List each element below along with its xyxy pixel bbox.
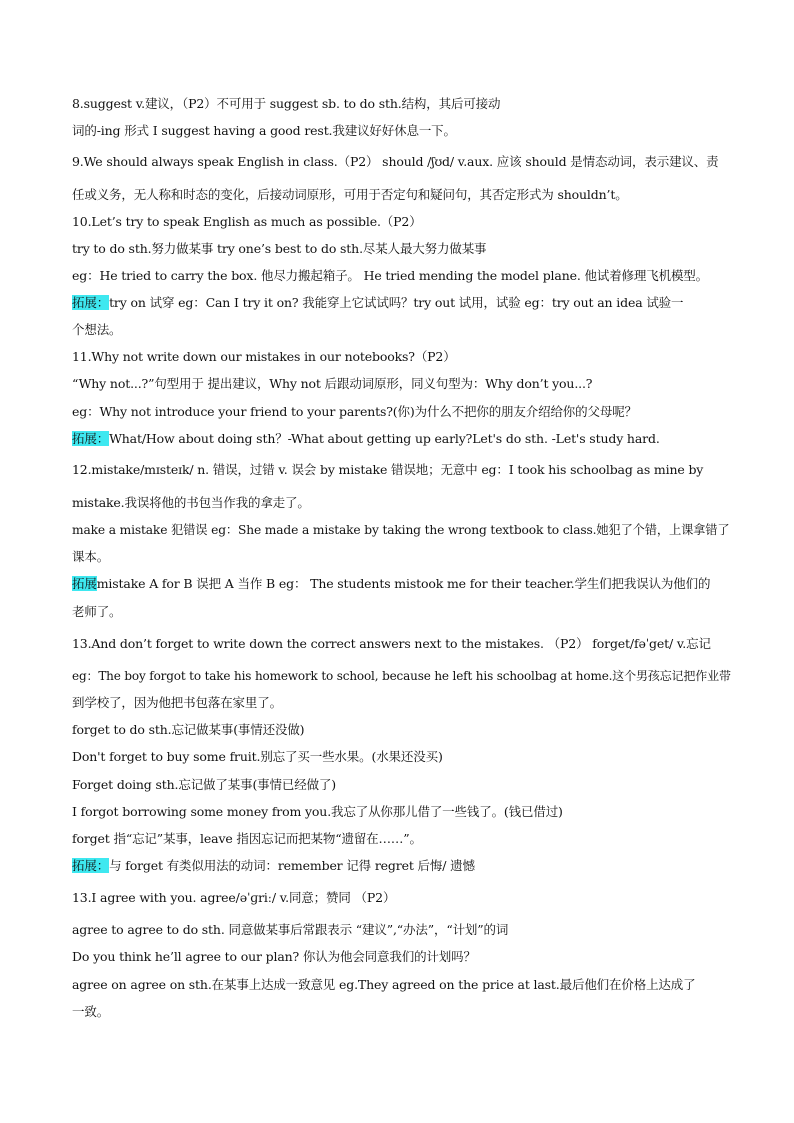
text-line bbox=[72, 720, 732, 740]
line-text: 到学校了，因为他把书包落在家里了。 bbox=[72, 695, 282, 710]
line-text: Don't forget to buy some fruit.别忘了买一些水果。(水果还没买) bbox=[72, 749, 443, 764]
line-text: eg：The boy forgot to take his homework to school, because he left his schoolbag at home.这个男孩忘记把作业带 bbox=[72, 669, 731, 683]
text-line bbox=[72, 888, 732, 908]
line-text: eg：Why not introduce your friend to your parents?(你)为什么不把你的朋友介绍给你的父母呢？ bbox=[72, 404, 637, 419]
text-line bbox=[72, 320, 732, 340]
text-line bbox=[72, 775, 732, 795]
text-line bbox=[72, 347, 732, 367]
line-text: 10.Let’s try to speak English as much as possible.（P2） bbox=[72, 214, 422, 229]
text-line bbox=[72, 266, 732, 286]
text-line bbox=[72, 94, 732, 114]
line-text: make a mistake 犯错误 eg：She made a mistake by taking the wrong textbook to class.她犯了个错，上课拿错了 bbox=[72, 523, 730, 537]
line-text: forget to do sth.忘记做某事(事情还没做) bbox=[72, 722, 305, 737]
highlight-label: 拓展： bbox=[72, 295, 110, 310]
text-line bbox=[72, 829, 732, 849]
line-text: 老师了。 bbox=[72, 604, 122, 619]
text-line bbox=[72, 460, 732, 480]
text-line bbox=[72, 212, 732, 232]
text-line bbox=[72, 493, 732, 513]
text-line bbox=[72, 920, 732, 940]
line-text: mistake.我误将他的书包当作我的拿走了。 bbox=[72, 495, 310, 510]
line-text: forget 指“忘记”某事，leave 指因忘记而把某物“遗留在……”。 bbox=[72, 831, 422, 846]
line-text: mistake A for B 误把 A 当作 B eg： The students mistook me for their teacher.学生们把我误认为他们的 bbox=[96, 576, 711, 591]
text-line bbox=[72, 574, 732, 594]
text-line bbox=[72, 547, 732, 567]
text-line bbox=[72, 634, 732, 654]
highlight-label: 拓展： bbox=[72, 431, 110, 446]
line-text: 个想法。 bbox=[72, 322, 122, 337]
text-line bbox=[72, 1002, 732, 1022]
text-line bbox=[72, 975, 732, 995]
text-line bbox=[72, 239, 732, 259]
line-text: “Why not...?”句型用于 提出建议，Why not 后跟动词原形，同义句型为：Why don’t you...? bbox=[72, 376, 593, 391]
line-text: 8.suggest v.建议，（P2）不可用于 suggest sb. to do sth.结构，其后可接动 bbox=[72, 96, 501, 111]
text-line bbox=[72, 293, 732, 313]
line-text: I forgot borrowing some money from you.我忘了从你那儿借了一些钱了。(钱已借过) bbox=[72, 804, 563, 819]
line-text: eg：He tried to carry the box. 他尽力搬起箱子。 He tried mending the model plane. 他试着修理飞机模型。 bbox=[72, 268, 709, 283]
text-line bbox=[72, 429, 732, 449]
line-text: What/How about doing sth？-What about getting up early?Let's do sth. -Let's study hard. bbox=[109, 431, 660, 446]
text-line bbox=[72, 947, 732, 967]
line-text: try on 试穿 eg：Can I try it on? 我能穿上它试试吗？try out 试用，试验 eg：try out an idea 试验一 bbox=[109, 295, 684, 310]
line-text: 13.I agree with you. agree/əˈɡriː/ v.同意；赞同 （P2） bbox=[72, 890, 396, 905]
text-line bbox=[72, 402, 732, 422]
line-text: 11.Why not write down our mistakes in our notebooks?（P2） bbox=[72, 349, 456, 364]
line-text: Forget doing sth.忘记做了某事(事情已经做了) bbox=[72, 777, 337, 792]
line-text: 词的-ing 形式 I suggest having a good rest.我建议好好休息一下。 bbox=[72, 123, 456, 138]
line-text: Do you think he’ll agree to our plan? 你认为他会同意我们的计划吗？ bbox=[72, 949, 476, 964]
line-text: 一致。 bbox=[72, 1004, 110, 1019]
line-text: try to do sth.努力做某事 try one’s best to do sth.尽某人最大努力做某事 bbox=[72, 241, 487, 256]
highlight-label: 拓展： bbox=[72, 858, 110, 873]
text-line bbox=[72, 374, 732, 394]
text-line bbox=[72, 747, 732, 767]
text-line bbox=[72, 152, 732, 172]
line-text: agree on agree on sth.在某事上达成一致意见 eg.They agreed on the price at last.最后他们在价格上达成了 bbox=[72, 977, 696, 992]
text-line bbox=[72, 121, 732, 141]
line-text: 12.mistake/mɪsteɪk/ n. 错误，过错 v. 误会 by mistake 错误地；无意中 eg：I took his schoolbag as mine by bbox=[72, 462, 704, 477]
line-text: agree to agree to do sth. 同意做某事后常跟表示 “建议”,“办法”，“计划”的词 bbox=[72, 922, 509, 937]
text-line bbox=[72, 802, 732, 822]
text-line bbox=[72, 856, 732, 876]
line-text: 9.We should always speak English in class.（P2） should /ʃʊd/ v.aux. 应该 should 是情态动词，表示建议、责 bbox=[72, 154, 719, 169]
text-line bbox=[72, 666, 732, 686]
text-line bbox=[72, 693, 732, 713]
line-text: 课本。 bbox=[72, 549, 110, 564]
highlight-label: 拓展 bbox=[72, 576, 97, 591]
text-line bbox=[72, 602, 732, 622]
text-line bbox=[72, 520, 732, 540]
line-text: 与 forget 有类似用法的动词：remember 记得 regret 后悔/ 遗憾 bbox=[109, 858, 475, 873]
text-line bbox=[72, 185, 732, 205]
line-text: 13.And don’t forget to write down the correct answers next to the mistakes. （P2） forget/fəˈget/ v.忘记 bbox=[72, 636, 711, 651]
line-text: 任或义务，无人称和时态的变化，后接动词原形，可用于否定句和疑问句，其否定形式为 shouldn’t。 bbox=[72, 187, 628, 202]
